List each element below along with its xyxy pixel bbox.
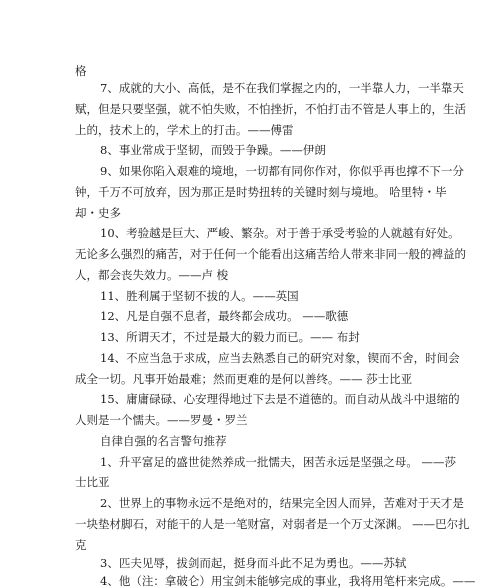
text-line: 4、他（注：拿破仑）用宝剑未能够完成的事业，我将用笔杆来完成。—— (100, 574, 476, 588)
text-line: 一块垫材脚石，对能干的人是一笔财富，对弱者是一个万丈深渊。 ——巴尔扎 (75, 517, 470, 531)
text-line: 9、如果你陷入艰难的境地，一切都有同你作对，你似乎再也撑不下一分 (100, 164, 464, 178)
text-line: 上的，技术上的，学术上的打击。——傅雷 (75, 123, 294, 137)
section-heading: 自律自强的名言警句推荐 (100, 434, 227, 448)
text-line: 15、庸庸碌碌、心安理得地过下去是不道德的。而自动从战斗中退缩的 (100, 392, 460, 406)
text-line: 赋，但是只要坚强，就不怕失败，不怕挫折，不怕打击不管是人事上的，生活 (75, 102, 466, 116)
text-line: 13、所谓天才，不过是最大的毅力而已。—— 布封 (100, 330, 360, 344)
text-line: 1、升平富足的盛世徒然养成一批懦夫，困苦永远是坚强之母。 ——莎 (100, 455, 456, 469)
text-line: 2、世界上的事物永远不是绝对的，结果完全因人而异，苦难对于天才是 (100, 496, 464, 510)
text-line: 人，都会丧失效力。——卢 梭 (75, 268, 229, 282)
text-line: 却・史多 (75, 206, 121, 220)
text-line: 7、成就的大小、高低，是不在我们掌握之内的，一半靠人力，一半靠天 (100, 81, 464, 95)
text-line: 士比亚 (75, 475, 110, 489)
text-line: 3、匹夫见辱，拔剑而起，挺身而斗此不足为勇也。——苏轼 (100, 556, 407, 570)
text-line: 12、凡是自强不息者，最终都会成功。 ——歌德 (100, 309, 349, 323)
text-line: 10、考验越是巨大、严峻、繁杂。对于善于承受考验的人就越有好处。 (100, 226, 460, 240)
text-line: 克 (75, 538, 87, 552)
text-line: 11、胜利属于坚韧不拔的人。——英国 (100, 289, 299, 303)
text-line: 人则是一个懦夫。——罗曼・罗兰 (75, 413, 248, 427)
text-line: 钟，千万不可放弃，因为那正是时势扭转的关键时刻与境地。 哈里特・毕 (75, 185, 447, 199)
text-line: 14、不应当急于求成，应当去熟悉自己的研究对象，锲而不舍，时间会 (100, 351, 460, 365)
text-line: 成全一切。凡事开始最难；然而更难的是何以善终。—— 莎士比亚 (75, 372, 413, 386)
text-line: 格 (75, 64, 87, 78)
text-line: 8、事业常成于坚韧，而毁于争躁。——伊朗 (100, 143, 326, 157)
text-line: 无论多么强烈的痛苦，对于任何一个能看出这痛苦给人带来非同一般的裨益的 (75, 247, 466, 261)
